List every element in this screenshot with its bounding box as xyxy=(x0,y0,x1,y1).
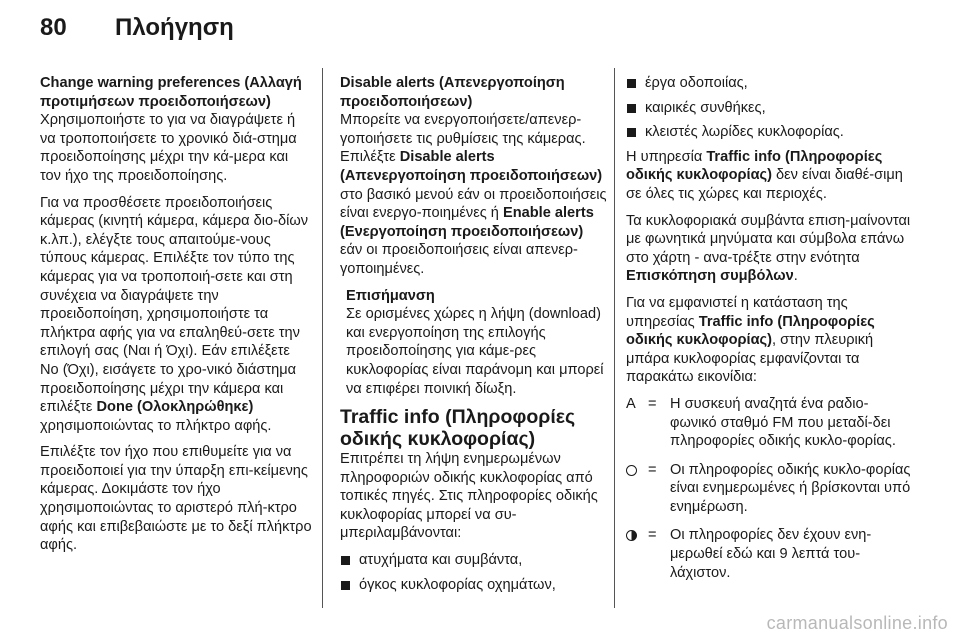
definition-text: Οι πληροφορίες οδικής κυκλο-φορίας είναι ενημερωμένες ή βρίσκονται υπό ενημέρωση. xyxy=(670,461,911,515)
section-heading: Change warning preferences (Αλλαγή προτιμήσεων προειδοποιήσεων) xyxy=(40,75,302,110)
list-item-text: ατυχήματα και συμβάντα, xyxy=(359,552,523,569)
symbol-cell xyxy=(626,526,648,582)
bullet-square-icon xyxy=(341,581,350,590)
bold-term: Traffic info (Πληροφορίες οδικής κυκλοφορίας) xyxy=(626,313,875,349)
bold-term: Disable alerts (Απενεργοποίηση προειδοποιήσεων) xyxy=(340,149,603,184)
icon-definition xyxy=(626,526,914,582)
list-item xyxy=(340,551,608,570)
empty-circle-icon xyxy=(626,465,637,476)
list-item xyxy=(626,123,914,142)
text-run: Η υπηρεσία xyxy=(626,148,707,165)
list-item-text: έργα οδοποιίας, xyxy=(645,75,748,91)
bullet-list xyxy=(340,551,608,594)
column-1 xyxy=(40,74,312,563)
bold-term: Επισκόπηση συμβόλων xyxy=(626,268,794,285)
icon-definition xyxy=(626,395,914,451)
equals-sign: = xyxy=(648,461,657,478)
page-number: 80 xyxy=(40,14,67,41)
chapter-title: Πλοήγηση xyxy=(115,14,234,41)
section-title: Traffic info (Πληροφορίες οδικής κυκλοφορίας) xyxy=(340,406,576,451)
bold-term: Done (Ολοκληρώθηκε) xyxy=(96,399,254,416)
paragraph xyxy=(40,194,312,436)
bold-term: Enable alerts (Ενεργοποίηση προειδοποιήσεων) xyxy=(340,205,594,240)
list-item-text: κλειστές λωρίδες κυκλοφορίας. xyxy=(645,124,844,141)
text-run: , στην πλευρική μπάρα κυκλοφορίας εμφανίζονται τα παρακάτω εικονίδια: xyxy=(626,332,874,386)
watermark: carmanualsonline.info xyxy=(766,613,948,633)
page-header xyxy=(40,14,234,54)
column-divider xyxy=(322,68,323,608)
half-circle-icon xyxy=(626,530,637,541)
equals-sign: = xyxy=(648,395,657,412)
bullet-square-icon xyxy=(627,79,636,88)
text-run: εάν οι προειδοποιήσεις είναι απενερ-γοποιημένες. xyxy=(340,242,578,277)
bullet-square-icon xyxy=(627,128,636,137)
column-3 xyxy=(626,74,914,592)
definition-text: Η συσκευή αναζητά ένα ραδιο-φωνικό σταθμό FM που μεταδί-δει πληροφορίες οδικής κυκλο-φορίας. xyxy=(670,395,896,450)
paragraph xyxy=(626,294,914,387)
paragraph: Επιλέξτε τον ήχο που επιθυμείτε για να προειδοποιεί για την ύπαρξη επι-κείμενης κάμερας. Δοκιμάστε τον ήχο χρησιμοποιώντας το αριστερό πλή-κτρο αφής και επιβεβαιώστε με το δεξί πλήκτρο αφής. xyxy=(40,444,312,554)
column-2 xyxy=(340,74,608,600)
text-run: χρησιμοποιώντας το πλήκτρο αφής. xyxy=(40,417,272,434)
text-run: Για να προσθέσετε προειδοποιήσεις κάμερας (κινητή κάμερα, κάμερα διο-δίων κ.λπ.), ελέγξτε τους απαιτούμε-νους τύπους κάμερας. Επιλέξτε τον τύπο της κάμερας για να τροποποιή-σετε και στη συνέχεια να διαγράψετε την προειδοποίηση, χρησιμοποιήστε τα πλήκτρα αφής για να επαληθεύ-σετε την επιλογή σας (Ναι ή Όχι). Εάν επιλέξετε Νο (Όχι), εισάγετε το χρο-νικό διάστημα προειδοποίησης μέχρι την κάμερα και επιλέξτε xyxy=(40,194,309,416)
paragraph: Επιτρέπει τη λήψη ενημερωμένων πληροφοριών οδικής κυκλοφορίας από τοπικές πηγές. Στις πληροφορίες οδικής κυκλοφορίας μπορεί να συ-μπεριλαμβάνονται: xyxy=(340,451,598,542)
list-item xyxy=(626,99,914,118)
paragraph xyxy=(340,111,608,278)
bullet-list xyxy=(626,74,914,142)
bold-term: Traffic info (Πληροφορίες οδικής κυκλοφορίας) xyxy=(626,148,883,184)
note-text: Σε ορισμένες χώρες η λήψη (download) και ενεργοποίηση της επιλογής προειδοποίησης για κάμε-ρες κυκλοφορίας είναι παράνομη και μπορεί να επιφέρει ποινική δίωξη. xyxy=(346,306,604,397)
paragraph xyxy=(626,148,914,204)
text-run: . xyxy=(793,268,798,285)
list-item-text: καιρικές συνθήκες, xyxy=(645,99,766,116)
list-item xyxy=(626,74,914,93)
note-box xyxy=(346,287,608,399)
definition-text: Οι πληροφορίες δεν έχουν ενη-μερωθεί εδώ και 9 λεπτά του-λάχιστον. xyxy=(670,527,872,581)
symbol-letter: A xyxy=(626,395,636,412)
column-divider xyxy=(614,68,615,608)
bullet-square-icon xyxy=(627,104,636,113)
paragraph xyxy=(626,212,914,286)
paragraph: Χρησιμοποιήστε το για να διαγράψετε ή να τροποποιήσετε το χρονικό διά-στημα προειδοποίησης μέχρι την κά-μερα και τον ήχο της προειδοποίησης. xyxy=(40,112,297,184)
section-heading: Disable alerts (Απενεργοποίηση προειδοποιήσεων) xyxy=(340,75,565,110)
list-item xyxy=(340,576,608,595)
text-run: δεν είναι διαθέ-σιμη σε όλες τις χώρες και περιοχές. xyxy=(626,167,903,202)
note-title: Επισήμανση xyxy=(346,287,435,304)
text-run: Για να εμφανιστεί η κατάσταση της υπηρεσίας xyxy=(626,294,848,330)
icon-definition xyxy=(626,461,914,517)
text-run: στο βασικό μενού εάν οι προειδοποιήσεις είναι ενεργο-ποιημένες ή xyxy=(340,186,607,222)
equals-sign: = xyxy=(648,527,657,544)
text-run: Μπορείτε να ενεργοποιήσετε/απενερ-γοποιήσετε τις ρυθμίσεις της κάμερας. Επιλέξτε xyxy=(340,112,586,166)
symbol-cell xyxy=(626,461,648,517)
bullet-square-icon xyxy=(341,556,350,565)
list-item-text: όγκος κυκλοφορίας οχημάτων, xyxy=(359,576,556,593)
text-run: Τα κυκλοφοριακά συμβάντα επιση-μαίνονται με φωνητικά μηνύματα και σύμβολα επάνω στο χάρτη - ανα-τρέξτε στην ενότητα xyxy=(626,212,911,266)
